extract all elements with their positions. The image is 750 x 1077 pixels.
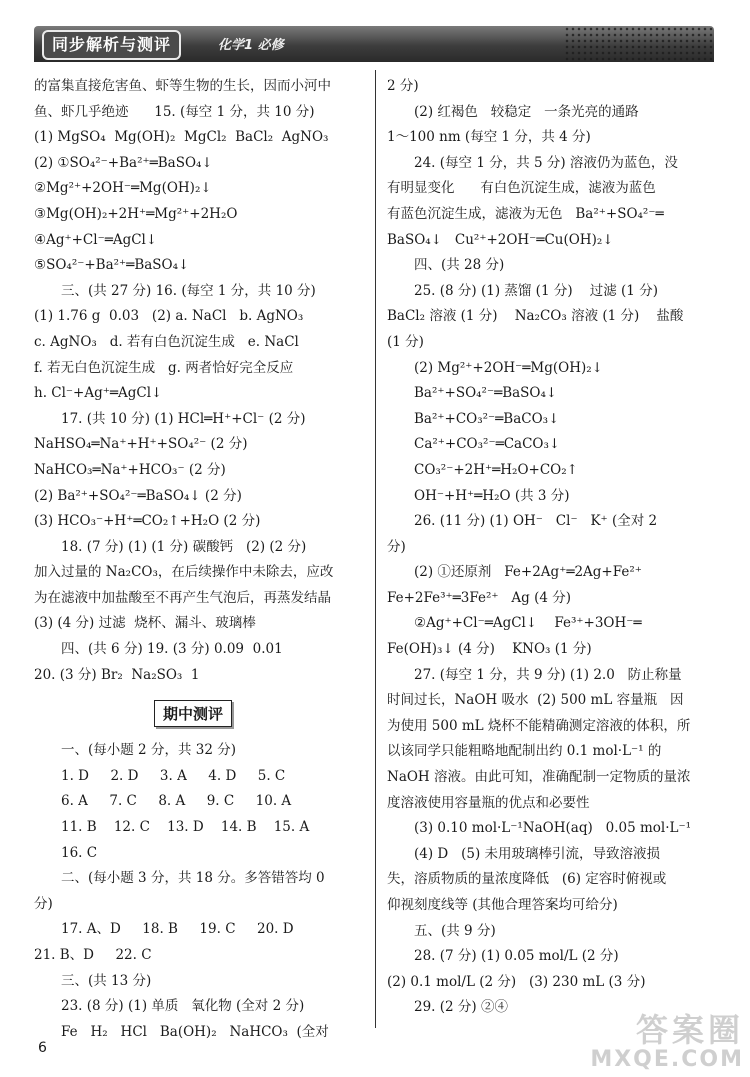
answer-line: 6. A 7. C 8. A 9. C 10. A [61,793,292,810]
answer-line: 17. A、D 18. B 19. C 20. D [61,921,294,938]
answer-line: (3) (4 分) 过滤 烧杯、漏斗、玻璃棒 [34,615,256,632]
answer-line: NaHSO₄═Na⁺+H⁺+SO₄²⁻ (2 分) [34,436,248,453]
answer-line: c. AgNO₃ d. 若有白色沉淀生成 e. NaCl [34,333,299,350]
answer-line: 18. (7 分) (1) (1 分) 碳酸钙 (2) (2 分) [61,538,307,555]
answer-line: 28. (7 分) (1) 0.05 mol/L (2 分) [414,948,619,965]
answer-line: (2) Ba²⁺+SO₄²⁻═BaSO₄↓ (2 分) [34,487,242,504]
book-title-badge: 同步解析与测评 [42,30,181,60]
answer-line: 有蓝色沉淀生成，滤液为无色 Ba²⁺+SO₄²⁻═ [387,205,664,222]
answer-line: 度溶液使用容量瓶的优点和必要性 [387,794,590,811]
answer-line: (2) 红褐色 较稳定 一条光亮的通路 [414,103,639,120]
answer-line: 为在滤液中加盐酸至不再产生气泡后，再蒸发结晶 [34,589,331,606]
answer-line: 一、(每小题 2 分，共 32 分) [61,742,236,759]
answer-line: (2) ①SO₄²⁻+Ba²⁺═BaSO₄↓ [34,154,213,171]
answer-line: BaSO₄↓ Cu²⁺+2OH⁻═Cu(OH)₂↓ [387,231,614,248]
answer-line: Ba²⁺+SO₄²⁻═BaSO₄↓ [414,385,558,402]
section-title-text: 期中测评 [154,700,232,727]
answer-line: 有明显变化 有白色沉淀生成，滤液为蓝色 [387,180,656,197]
answer-line: 的富集直接危害鱼、虾等生物的生长，因而小河中 [34,78,331,94]
answer-line: 二、(每小题 3 分，共 18 分。多答错答均 0 [61,870,325,887]
column-divider [375,70,376,1028]
answer-line: 分) [34,895,53,912]
answer-line: 25. (8 分) (1) 蒸馏 (1 分) 过滤 (1 分) [414,282,658,299]
answer-line: ③Mg(OH)₂+2H⁺═Mg²⁺+2H₂O [34,205,238,222]
answer-line: 以该同学只能粗略地配制出约 0.1 mol·L⁻¹ 的 [387,743,662,760]
answer-line: Fe(OH)₃↓ (4 分) KNO₃ (1 分) [387,641,592,658]
answer-line: NaOH 溶液。由此可知，准确配制一定物质的量浓 [387,769,691,786]
answer-line: 17. (共 10 分) (1) HCl═H⁺+Cl⁻ (2 分) [61,410,306,427]
answer-line: NaHCO₃═Na⁺+HCO₃⁻ (2 分) [34,461,226,478]
answer-line: 23. (8 分) (1) 单质 氧化物 (全对 2 分) [61,998,305,1015]
answer-line: 鱼、虾几乎绝迹 15. (每空 1 分，共 10 分) [34,103,315,120]
answer-line: (1) MgSO₄ Mg(OH)₂ MgCl₂ BaCl₂ AgNO₃ [34,129,329,146]
answer-line: (2) Mg²⁺+2OH⁻═Mg(OH)₂↓ [414,359,603,376]
answer-line: (2) 0.1 mol/L (2 分) (3) 230 mL (3 分) [387,973,646,990]
answer-line: 2 分) [387,78,419,94]
answer-line: Ba²⁺+CO₃²⁻═BaCO₃↓ [414,410,560,427]
answer-line: 26. (11 分) (1) OH⁻ Cl⁻ K⁺ (全对 2 [414,513,658,530]
answer-line: 仰视刻度线等 (其他合理答案均可给分) [387,897,618,913]
answer-line: 27. (每空 1 分，共 9 分) (1) 2.0 防止称量 [414,666,682,683]
answer-line: 1. D 2. D 3. A 4. D 5. C [61,767,286,784]
answer-line: (3) 0.10 mol·L⁻¹NaOH(aq) 0.05 mol·L⁻¹ [414,820,691,837]
book-subtitle: 化学1 必修 [218,38,284,53]
answer-line: 16. C [61,844,98,861]
answer-line: (1) 1.76 g 0.03 (2) a. NaCl b. AgNO₃ [34,308,304,325]
answer-line: BaCl₂ 溶液 (1 分) Na₂CO₃ 溶液 (1 分) 盐酸 [387,308,684,325]
answer-line: 11. B 12. C 13. D 14. B 15. A [61,819,310,836]
answer-line: 五、(共 9 分) [414,922,496,939]
answer-line: Fe+2Fe³⁺═3Fe²⁺ Ag (4 分) [387,589,572,606]
watermark-url: MXQE.COM [590,1047,744,1072]
header-dot-pattern [564,26,714,62]
section-title [34,688,366,738]
answer-line: ②Ag⁺+Cl⁻═AgCl↓ Fe³⁺+3OH⁻═ [414,615,642,632]
right-column [387,74,717,1021]
answer-line: ②Mg²⁺+2OH⁻═Mg(OH)₂↓ [34,180,212,197]
answer-line: CO₃²⁻+2H⁺═H₂O+CO₂↑ [414,461,578,478]
answer-line: (1 分) [387,333,424,350]
answer-line: 29. (2 分) ②④ [414,999,508,1016]
answer-line: OH⁻+H⁺═H₂O (共 3 分) [414,487,570,504]
answer-line: 三、(共 13 分) [61,972,152,989]
answer-line: 加入过量的 Na₂CO₃，在后续操作中未除去，应改 [34,564,334,581]
answer-line: 失，溶质物质的量浓度降低 (6) 定容时俯视或 [387,871,667,888]
answer-line: 为使用 500 mL 烧杯不能精确测定溶液的体积，所 [387,717,691,734]
page-header [34,26,714,62]
answer-line: 1～100 nm (每空 1 分，共 4 分) [387,129,591,146]
answer-line: 四、(共 28 分) [414,257,505,274]
left-column [34,74,366,1045]
answer-line: ④Ag⁺+Cl⁻═AgCl↓ [34,231,158,248]
watermark-logo [590,1012,744,1072]
answer-line: (3) HCO₃⁻+H⁺═CO₂↑+H₂O (2 分) [34,513,261,530]
answer-line: h. Cl⁻+Ag⁺═AgCl↓ [34,385,163,402]
answer-line: 三、(共 27 分) 16. (每空 1 分，共 10 分) [61,282,316,299]
watermark-text: 答案圈 [635,1011,744,1049]
answer-line: Ca²⁺+CO₃²⁻═CaCO₃↓ [414,436,561,453]
answer-line: (4) D (5) 未用玻璃棒引流，导致溶液损 [414,845,661,862]
answer-line: 20. (3 分) Br₂ Na₂SO₃ 1 [34,666,200,683]
answer-line: f. 若无白色沉淀生成 g. 两者恰好完全反应 [34,359,294,376]
answer-line: (2) ①还原剂 Fe+2Ag⁺═2Ag+Fe²⁺ [414,564,642,581]
answer-line: 24. (每空 1 分，共 5 分) 溶液仍为蓝色，没 [414,154,678,171]
answer-line: Fe H₂ HCl Ba(OH)₂ NaHCO₃ (全对 [61,1023,329,1040]
answer-line: 分) [387,538,406,555]
answer-line: 四、(共 6 分) 19. (3 分) 0.09 0.01 [61,641,283,658]
answer-line: 时间过长，NaOH 吸水 (2) 500 mL 容量瓶 因 [387,692,684,709]
page-number: 6 [38,1040,47,1056]
answer-line: ⑤SO₄²⁻+Ba²⁺═BaSO₄↓ [34,257,190,274]
answer-line: 21. B、D 22. C [34,947,152,963]
